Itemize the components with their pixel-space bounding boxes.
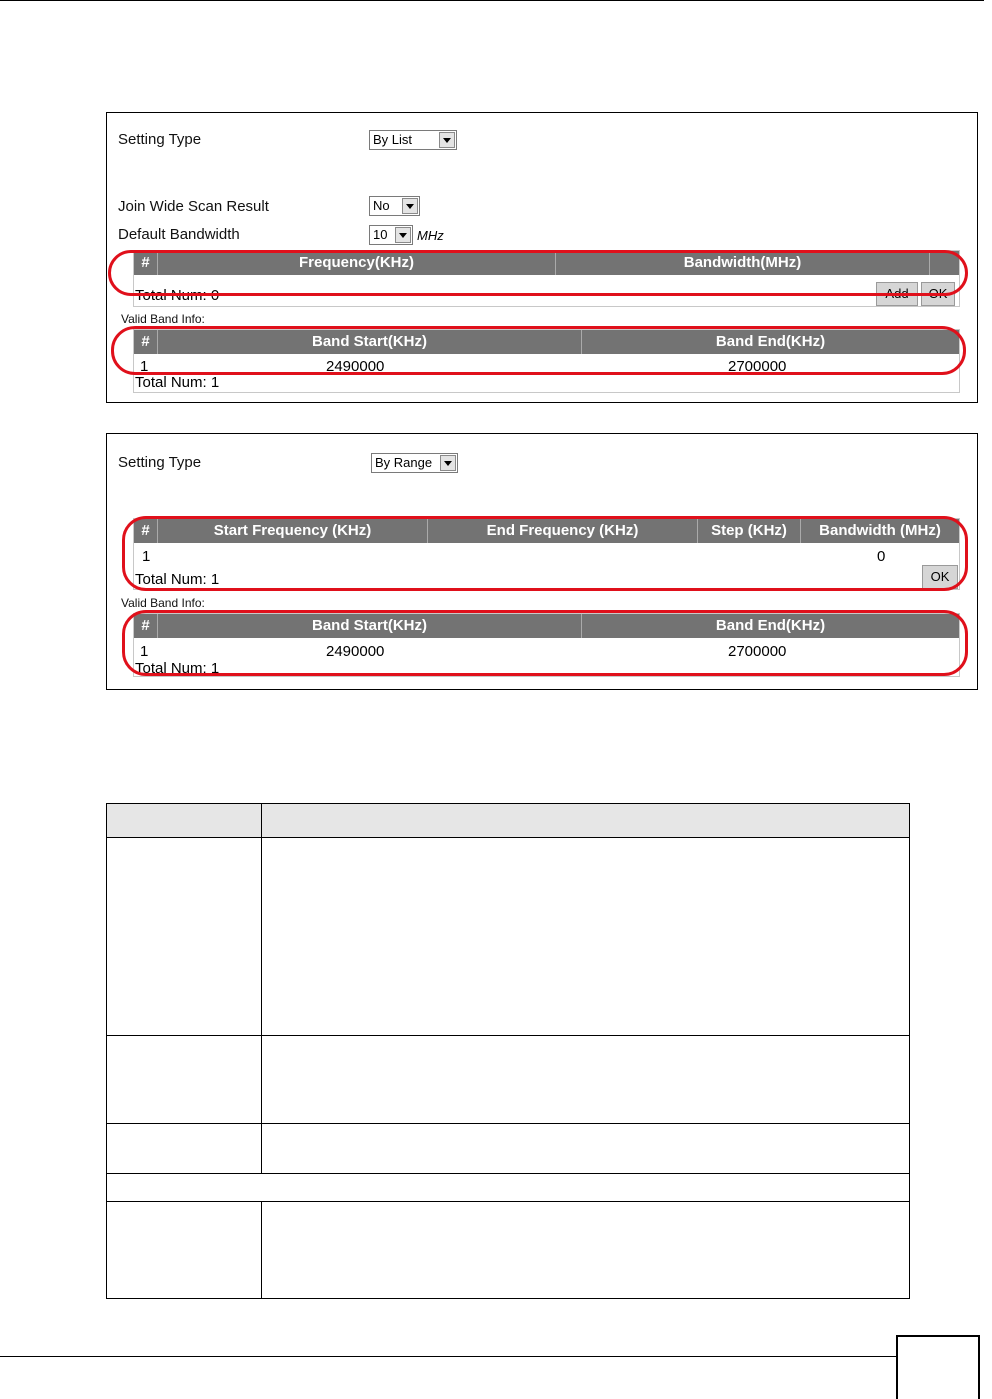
table-cell [107, 1124, 262, 1174]
setting-type-label: Setting Type [118, 454, 202, 471]
setting-type-label: Setting Type [118, 131, 202, 148]
chevron-down-icon [402, 198, 418, 214]
setting-type-value: By List [373, 132, 413, 147]
valid-band-table [133, 613, 960, 677]
page-number-box [896, 1335, 980, 1399]
table-cell [107, 1174, 910, 1202]
table-cell [262, 838, 910, 1036]
frequency-total: Total Num: 0 [135, 287, 220, 304]
ok-button[interactable]: OK [922, 565, 958, 589]
chevron-down-icon [440, 455, 456, 471]
table-row [107, 838, 910, 1036]
table-cell [262, 1124, 910, 1174]
table-cell [107, 838, 262, 1036]
band-row-index: 1 [140, 643, 149, 660]
setting-type-select[interactable] [371, 453, 458, 473]
col-step: Step (KHz) [698, 519, 801, 543]
band-row-end: 2700000 [728, 358, 787, 375]
band-row-index: 1 [140, 358, 149, 375]
table-row [107, 1202, 910, 1299]
col-band-start: Band Start(KHz) [158, 614, 582, 638]
valid-band-header [134, 614, 959, 638]
valid-band-header [134, 330, 959, 354]
setting-type-value: By Range [375, 455, 433, 470]
valid-band-table [133, 329, 960, 393]
range-table [133, 518, 960, 590]
col-end-frequency: End Frequency (KHz) [428, 519, 698, 543]
chevron-down-icon [439, 132, 455, 148]
table-row [107, 1036, 910, 1124]
col-index: # [134, 519, 158, 543]
col-band-end: Band End(KHz) [715, 617, 826, 634]
setting-type-select[interactable] [369, 130, 457, 150]
col-action [930, 251, 959, 275]
table-cell [262, 1202, 910, 1299]
valid-band-info-label: Valid Band Info: [121, 596, 205, 610]
join-wide-scan-label: Join Wide Scan Result [118, 198, 269, 215]
reference-table [106, 803, 910, 1299]
table-cell [107, 1202, 262, 1299]
frequency-table [133, 250, 960, 307]
setting-panel-by-list [106, 112, 978, 403]
default-bandwidth-label: Default Bandwidth [118, 226, 240, 243]
table-cell [107, 1036, 262, 1124]
band-total: Total Num: 1 [135, 374, 220, 391]
band-row-start: 2490000 [326, 643, 385, 660]
col-bandwidth: Bandwidth(MHz) [556, 251, 930, 275]
col-bandwidth: Bandwidth (MHz) [819, 522, 941, 539]
frequency-table-header [134, 251, 959, 275]
default-bandwidth-select[interactable] [369, 225, 413, 245]
table-cell [262, 1036, 910, 1124]
bottom-rule [0, 1356, 896, 1357]
join-wide-scan-value: No [373, 198, 390, 213]
col-band-start: Band Start(KHz) [158, 330, 582, 354]
band-total: Total Num: 1 [135, 660, 220, 677]
setting-panel-by-range [106, 433, 978, 690]
col-frequency: Frequency(KHz) [158, 251, 556, 275]
reference-table-header [107, 804, 910, 838]
ok-button[interactable]: OK [921, 282, 955, 306]
add-button[interactable]: Add [876, 282, 918, 306]
range-row-bandwidth: 0 [877, 548, 886, 565]
bandwidth-unit: MHz [417, 228, 444, 243]
col-index: # [134, 251, 158, 275]
col-index: # [134, 614, 158, 638]
range-table-header [134, 519, 959, 543]
col-band-end: Band End(KHz) [715, 333, 826, 350]
default-bandwidth-value: 10 [373, 227, 388, 242]
table-row [107, 1124, 910, 1174]
col-start-frequency: Start Frequency (KHz) [158, 519, 428, 543]
top-rule [0, 0, 984, 1]
table-row [107, 1174, 910, 1202]
chevron-down-icon [395, 227, 411, 243]
valid-band-info-label: Valid Band Info: [121, 312, 205, 326]
range-row-index: 1 [142, 548, 151, 565]
join-wide-scan-select[interactable] [369, 196, 420, 216]
range-total: Total Num: 1 [135, 571, 220, 588]
band-row-end: 2700000 [728, 643, 787, 660]
header-cell-description [262, 804, 910, 838]
col-index: # [134, 330, 158, 354]
band-row-start: 2490000 [326, 358, 385, 375]
header-cell-label [107, 804, 262, 838]
